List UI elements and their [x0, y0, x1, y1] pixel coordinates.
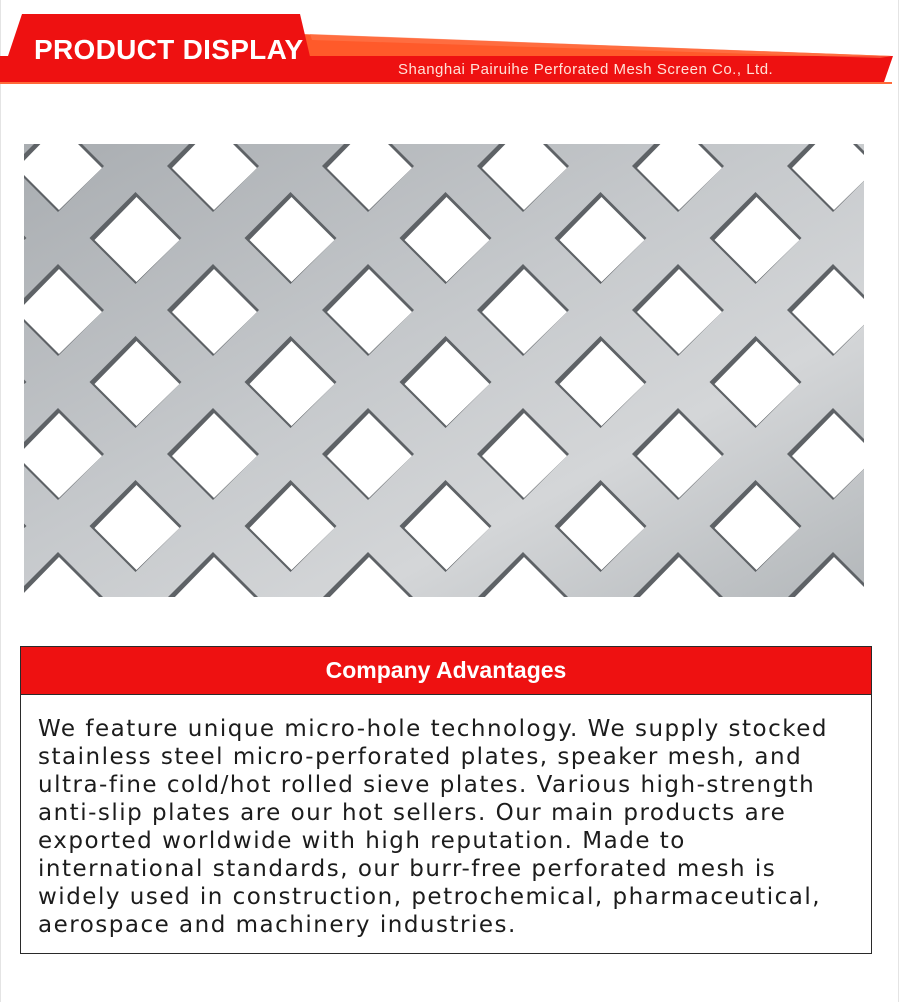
- advantages-text: We feature unique micro-hole technology. We supply stocked stainless steel micro-perforated plates, speaker mesh, and ultra-fine cold/hot rolled sieve plates. Various high-strength anti-slip plates are our hot sellers. Our main products are exported worldwide with high reputation. Made to international standards, our burr-free perforated mesh is widely used in construction, petrochemical, pharmaceutical, aerospace and machinery industries.: [38, 716, 829, 938]
- perforated-diamond-mesh-icon: [24, 144, 864, 597]
- company-name: Shanghai Pairuihe Perforated Mesh Screen Co., Ltd.: [398, 61, 774, 78]
- company-advantages-panel: [20, 646, 872, 954]
- advantages-title: Company Advantages: [325, 657, 567, 683]
- left-frame-line: [0, 0, 1, 1002]
- product-image: [24, 144, 864, 597]
- page-title: PRODUCT DISPLAY: [34, 34, 304, 65]
- advantages-header: [21, 647, 871, 695]
- product-display-banner: [0, 0, 899, 100]
